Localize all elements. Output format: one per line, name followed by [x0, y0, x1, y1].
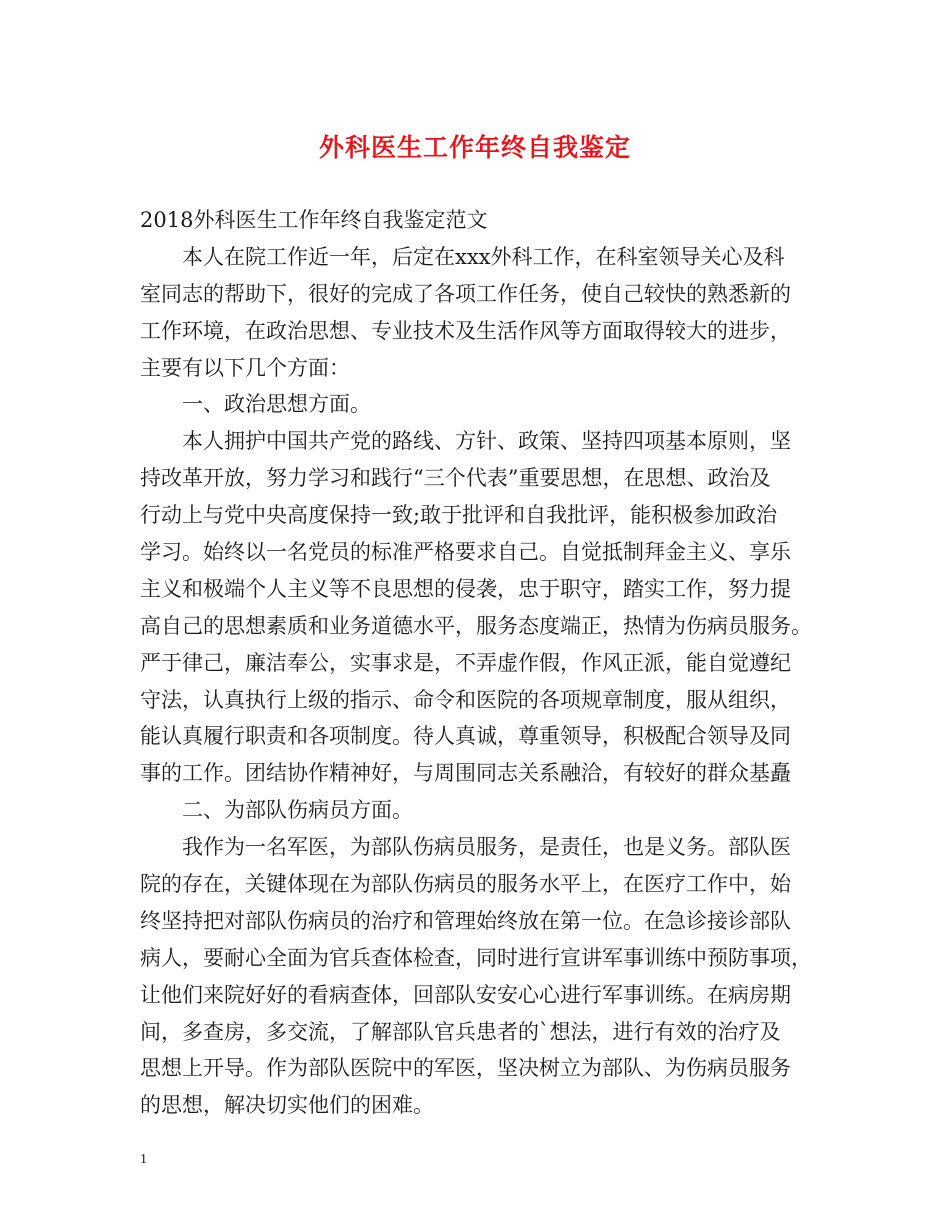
text-line: 室同志的帮助下，很好的完成了各项工作任务，使自己较快的熟悉新的	[140, 281, 791, 306]
text-line: 能认真履行职责和各项制度。待人真诚，尊重领导，积极配合领导及同	[140, 724, 791, 749]
text-line: 思想上开导。作为部队医院中的军医，坚决树立为部队、为伤病员服务	[140, 1056, 791, 1081]
text-line: 学习。始终以一名党员的标准严格要求自己。自觉抵制拜金主义、享乐	[140, 540, 791, 565]
text-line: 主义和极端个人主义等不良思想的侵袭，忠于职守，踏实工作，努力提	[140, 576, 791, 601]
text-line: 我作为一名军医，为部队伤病员服务，是责任，也是义务。部队医	[182, 835, 791, 860]
text-line: 持改革开放，努力学习和践行“三个代表”重要思想，在思想、政治及	[140, 466, 771, 491]
text-line: 终坚持把对部队伤病员的治疗和管理始终放在第一位。在急诊接诊部队	[140, 908, 791, 933]
text-line: 让他们来院好好的看病查体，回部队安安心心进行军事训练。在病房期	[140, 982, 791, 1007]
text-line: 二、为部队伤病员方面。	[182, 798, 413, 823]
page-number: 1	[140, 1152, 147, 1167]
text-line: 院的存在，关键体现在为部队伤病员的服务水平上，在医疗工作中，始	[140, 872, 791, 897]
text-line: 本人在院工作近一年，后定在xxx外科工作，在科室领导关心及科	[182, 244, 785, 269]
text-line: 行动上与党中央高度保持一致;敢于批评和自我批评，能积极参加政治	[140, 503, 778, 528]
document-title: 外科医生工作年终自我鉴定	[318, 133, 631, 162]
text-line: 的思想，解决切实他们的困难。	[140, 1093, 434, 1118]
text-line: 间，多查房，多交流，了解部队官兵患者的`想法，进行有效的治疗及	[140, 1019, 781, 1044]
text-line: 严于律己，廉洁奉公，实事求是，不弄虚作假，作风正派，能自觉遵纪	[140, 650, 791, 675]
text-line: 病人，要耐心全面为官兵查体检查，同时进行宣讲军事训练中预防事项，	[140, 945, 812, 970]
text-line: 高自己的思想素质和业务道德水平，服务态度端正，热情为伤病员服务。	[140, 613, 812, 638]
text-line: 守法，认真执行上级的指示、命令和医院的各项规章制度，服从组织，	[140, 687, 791, 712]
text-line: 本人拥护中国共产党的路线、方针、政策、坚持四项基本原则，坚	[182, 429, 791, 454]
paragraph-lines	[140, 239, 820, 1124]
document-body	[140, 202, 820, 1124]
text-line: 主要有以下几个方面：	[140, 355, 350, 380]
text-line: 工作环境，在政治思想、专业技术及生活作风等方面取得较大的进步，	[140, 318, 791, 343]
document-subtitle: 2018外科医生工作年终自我鉴定范文	[140, 208, 488, 232]
text-line: 一、政治思想方面。	[182, 392, 371, 417]
text-line: 事的工作。团结协作精神好，与周围同志关系融洽，有较好的群众基矗	[140, 761, 791, 786]
